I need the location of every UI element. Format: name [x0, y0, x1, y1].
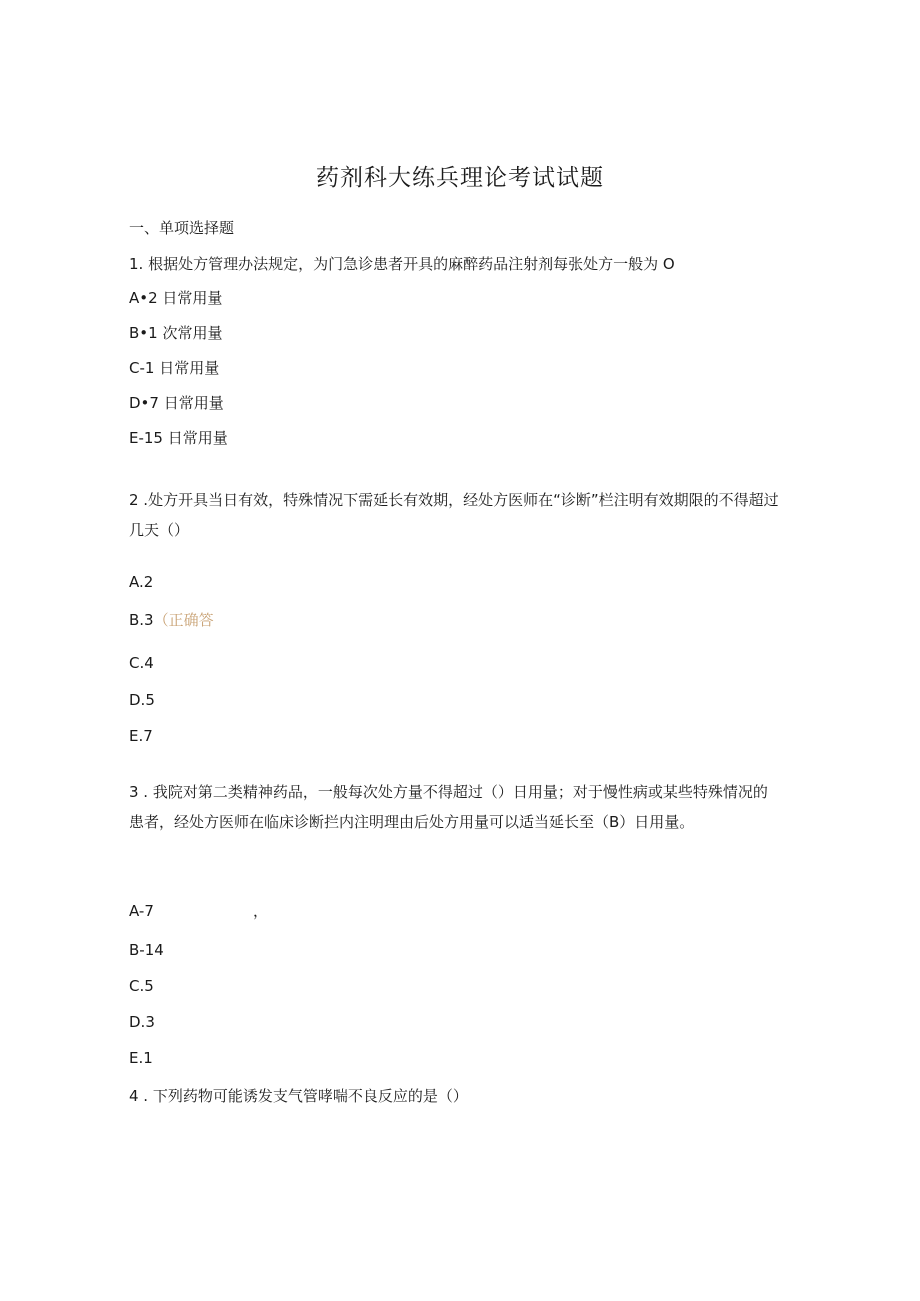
- question-3-stem: 3 . 我院对第二类精神药品，一般每次处方量不得超过（）日用量；对于慢性病或某些特殊情况的患者，经处方医师在临床诊断拦内注明理由后处方用量可以适当延长至（B）日用量。: [129, 783, 768, 831]
- question-3-option-c: C.5: [129, 977, 154, 995]
- question-1-stem: 1. 根据处方管理办法规定，为门急诊患者开具的麻醉药品注射剂每张处方一般为 O: [129, 255, 675, 273]
- stray-mark: ，: [253, 902, 269, 920]
- section-heading: 一、单项选择题: [129, 219, 235, 237]
- question-2-option-e: E.7: [129, 727, 153, 745]
- page-title: 药剂科大练兵理论考试试题: [316, 165, 604, 191]
- question-3-option-d: D.3: [129, 1013, 155, 1031]
- question-3-option-a: A-7: [129, 902, 154, 920]
- question-1-option-c: C-1 日常用量: [129, 359, 220, 377]
- question-1-option-a: A•2 日常用量: [129, 289, 223, 307]
- question-2-option-a: A.2: [129, 573, 154, 591]
- question-1-option-b: B•1 次常用量: [129, 324, 223, 342]
- question-2-option-b-row: [129, 609, 214, 631]
- question-2-option-c: C.4: [129, 654, 154, 672]
- answer-note: （正确答: [153, 611, 214, 629]
- question-2-option-b: B.3: [129, 611, 154, 629]
- question-1-option-e: E-15 日常用量: [129, 429, 228, 447]
- question-1-option-d: D•7 日常用量: [129, 394, 224, 412]
- question-2-stem: 2 .处方开具当日有效，特殊情况下需延长有效期，经处方医师在“诊断”栏注明有效期限的不得超过几天（）: [129, 491, 779, 539]
- question-4-stem: 4 . 下列药物可能诱发支气管哮喘不良反应的是（）: [129, 1087, 468, 1105]
- question-3-option-b: B-14: [129, 941, 164, 959]
- question-2-option-d: D.5: [129, 691, 155, 709]
- question-3-option-e: E.1: [129, 1049, 153, 1067]
